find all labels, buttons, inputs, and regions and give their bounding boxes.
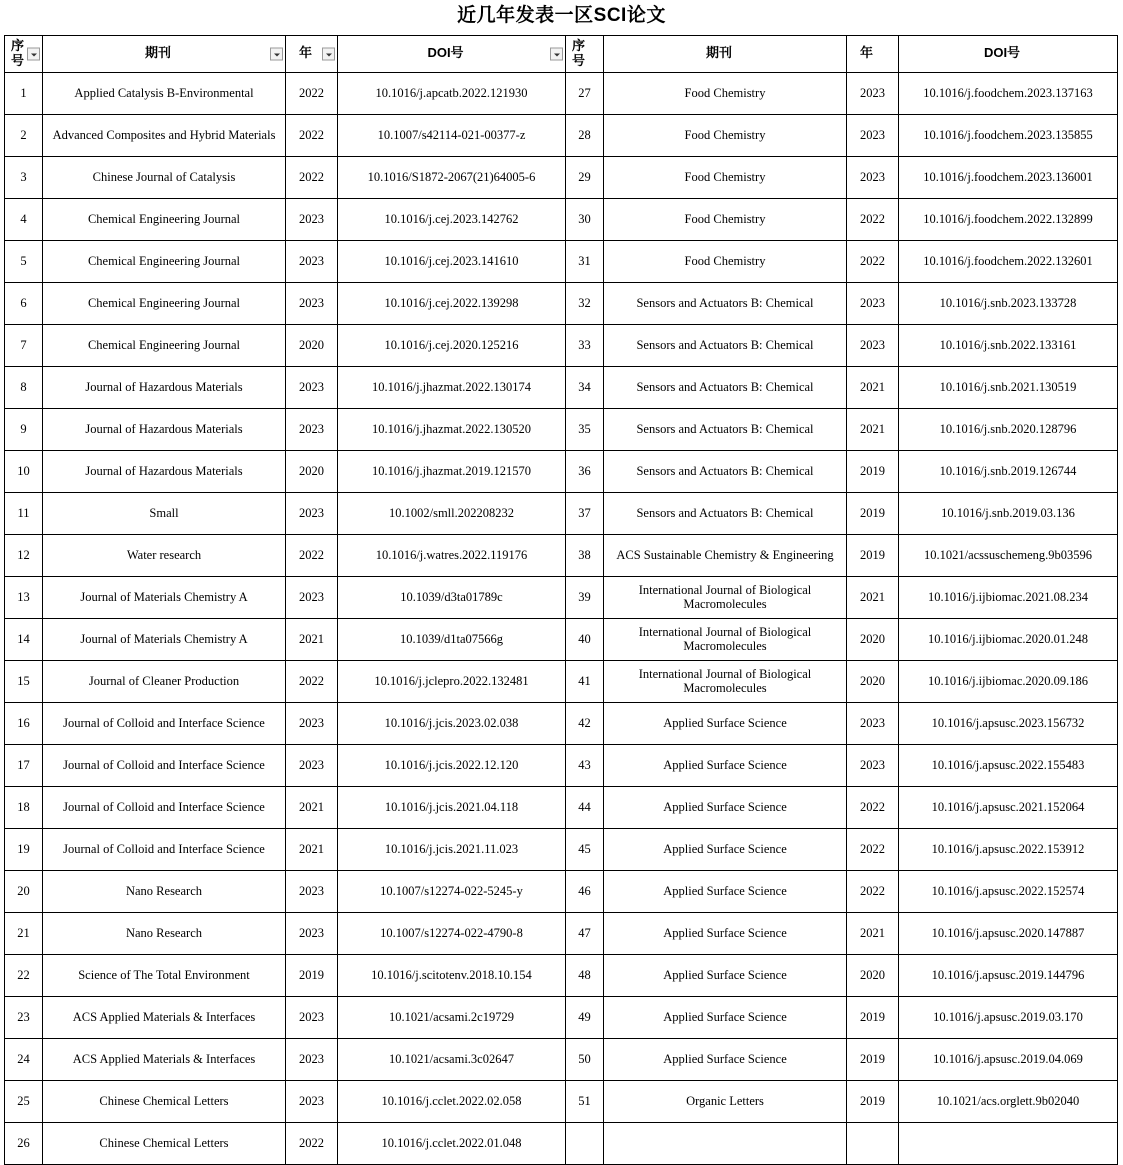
cell-seq-right[interactable]: 44: [566, 786, 604, 828]
cell-seq-left[interactable]: 6: [5, 282, 43, 324]
cell-journal-right[interactable]: International Journal of Biological Macromolecules: [604, 576, 847, 618]
cell-seq-right[interactable]: 36: [566, 450, 604, 492]
table-row: [5, 870, 1118, 912]
cell-seq-right[interactable]: 32: [566, 282, 604, 324]
cell-seq-left[interactable]: 2: [5, 114, 43, 156]
cell-seq-right[interactable]: 34: [566, 366, 604, 408]
cell-seq-left[interactable]: 23: [5, 996, 43, 1038]
cell-doi-right[interactable]: 10.1016/j.foodchem.2022.132899: [899, 198, 1118, 240]
cell-seq-left[interactable]: 3: [5, 156, 43, 198]
table-row: [5, 492, 1118, 534]
cell-seq-right[interactable]: 51: [566, 1080, 604, 1122]
cell-journal-left[interactable]: Chemical Engineering Journal: [43, 324, 286, 366]
cell-year-right[interactable]: 2019: [847, 1038, 899, 1080]
cell-doi-right[interactable]: 10.1016/j.ijbiomac.2020.01.248: [899, 618, 1118, 660]
table-row: [5, 660, 1118, 702]
cell-journal-left[interactable]: Advanced Composites and Hybrid Materials: [43, 114, 286, 156]
cell-journal-left[interactable]: Small: [43, 492, 286, 534]
cell-seq-left[interactable]: 17: [5, 744, 43, 786]
column-header-journal-left-label: 期刊: [144, 45, 171, 61]
table-row: [5, 1080, 1118, 1122]
filter-dropdown-icon[interactable]: [27, 47, 40, 60]
table-row: [5, 996, 1118, 1038]
cell-seq-left[interactable]: 16: [5, 702, 43, 744]
table-row: [5, 702, 1118, 744]
cell-seq-right[interactable]: 47: [566, 912, 604, 954]
cell-doi-left[interactable]: 10.1016/j.jcis.2023.02.038: [338, 702, 566, 744]
cell-year-left[interactable]: 2021: [286, 618, 338, 660]
cell-doi-left[interactable]: 10.1016/j.cclet.2022.02.058: [338, 1080, 566, 1122]
cell-doi-left[interactable]: 10.1016/j.cej.2023.141610: [338, 240, 566, 282]
cell-doi-right[interactable]: 10.1016/j.apsusc.2019.144796: [899, 954, 1118, 996]
column-header-doi-left[interactable]: [338, 35, 566, 72]
column-header-journal-left[interactable]: [43, 35, 286, 72]
cell-year-right[interactable]: 2023: [847, 702, 899, 744]
table-row: [5, 786, 1118, 828]
cell-seq-left[interactable]: 15: [5, 660, 43, 702]
cell-seq-right[interactable]: 37: [566, 492, 604, 534]
cell-seq-right[interactable]: 39: [566, 576, 604, 618]
cell-doi-right[interactable]: 10.1016/j.apsusc.2022.153912: [899, 828, 1118, 870]
cell-year-right[interactable]: 2019: [847, 450, 899, 492]
cell-seq-left[interactable]: 21: [5, 912, 43, 954]
cell-seq-right[interactable]: 50: [566, 1038, 604, 1080]
cell-doi-right[interactable]: 10.1016/j.foodchem.2023.135855: [899, 114, 1118, 156]
cell-doi-left[interactable]: 10.1016/j.jcis.2021.11.023: [338, 828, 566, 870]
cell-seq-left[interactable]: 18: [5, 786, 43, 828]
cell-year-left[interactable]: 2021: [286, 828, 338, 870]
cell-year-left[interactable]: 2023: [286, 996, 338, 1038]
column-header-doi-left-label: DOI号: [427, 45, 464, 61]
cell-seq-right[interactable]: 30: [566, 198, 604, 240]
table-row: [5, 282, 1118, 324]
cell-year-left[interactable]: 2022: [286, 114, 338, 156]
cell-seq-right[interactable]: 48: [566, 954, 604, 996]
cell-year-right[interactable]: 2021: [847, 408, 899, 450]
cell-year-right[interactable]: 2022: [847, 828, 899, 870]
cell-doi-right[interactable]: 10.1016/j.apsusc.2022.152574: [899, 870, 1118, 912]
cell-year-left[interactable]: 2022: [286, 660, 338, 702]
cell-year-left[interactable]: 2023: [286, 744, 338, 786]
cell-journal-left[interactable]: Journal of Colloid and Interface Science: [43, 744, 286, 786]
cell-seq-left[interactable]: 10: [5, 450, 43, 492]
cell-year-right[interactable]: 2021: [847, 576, 899, 618]
cell-year-right[interactable]: 2023: [847, 324, 899, 366]
cell-doi-right[interactable]: 10.1016/j.apsusc.2020.147887: [899, 912, 1118, 954]
cell-doi-right[interactable]: 10.1016/j.snb.2019.03.136: [899, 492, 1118, 534]
cell-journal-right[interactable]: Sensors and Actuators B: Chemical: [604, 408, 847, 450]
column-header-doi-right-label: DOI号: [983, 45, 1021, 61]
table-row: [5, 240, 1118, 282]
cell-journal-left[interactable]: ACS Applied Materials & Interfaces: [43, 996, 286, 1038]
cell-journal-right[interactable]: International Journal of Biological Macromolecules: [604, 660, 847, 702]
table-row: [5, 828, 1118, 870]
cell-journal-left[interactable]: Chemical Engineering Journal: [43, 240, 286, 282]
cell-journal-right[interactable]: Sensors and Actuators B: Chemical: [604, 450, 847, 492]
cell-doi-right[interactable]: 10.1021/acssuschemeng.9b03596: [899, 534, 1118, 576]
cell-year-right[interactable]: 2023: [847, 744, 899, 786]
cell-doi-left[interactable]: 10.1039/d3ta01789c: [338, 576, 566, 618]
cell-seq-right[interactable]: 27: [566, 72, 604, 114]
cell-doi-right[interactable]: 10.1016/j.foodchem.2023.137163: [899, 72, 1118, 114]
table-row: [5, 954, 1118, 996]
table-row: [5, 618, 1118, 660]
cell-year-left[interactable]: 2023: [286, 1038, 338, 1080]
cell-year-left[interactable]: 2023: [286, 870, 338, 912]
column-header-seq-right: [566, 35, 604, 72]
cell-year-right[interactable]: 2021: [847, 912, 899, 954]
cell-seq-left[interactable]: 12: [5, 534, 43, 576]
table-row: [5, 324, 1118, 366]
cell-journal-left[interactable]: Nano Research: [43, 912, 286, 954]
cell-seq-right[interactable]: 41: [566, 660, 604, 702]
cell-seq-left[interactable]: 8: [5, 366, 43, 408]
cell-journal-right[interactable]: Sensors and Actuators B: Chemical: [604, 492, 847, 534]
cell-year-left[interactable]: 2023: [286, 408, 338, 450]
table-row: [5, 912, 1118, 954]
cell-journal-left[interactable]: Applied Catalysis B-Environmental: [43, 72, 286, 114]
cell-doi-left[interactable]: 10.1016/j.cej.2023.142762: [338, 198, 566, 240]
publications-table: [4, 35, 1118, 1165]
cell-seq-left[interactable]: 26: [5, 1122, 43, 1164]
table-body: [5, 72, 1118, 1164]
cell-journal-right[interactable]: [604, 1122, 847, 1164]
cell-doi-right[interactable]: 10.1021/acs.orglett.9b02040: [899, 1080, 1118, 1122]
cell-seq-left[interactable]: 7: [5, 324, 43, 366]
cell-journal-right[interactable]: Applied Surface Science: [604, 1038, 847, 1080]
cell-journal-right[interactable]: Food Chemistry: [604, 198, 847, 240]
cell-doi-right[interactable]: 10.1016/j.apsusc.2022.155483: [899, 744, 1118, 786]
cell-seq-right[interactable]: 42: [566, 702, 604, 744]
cell-journal-right[interactable]: Organic Letters: [604, 1080, 847, 1122]
table-row: [5, 576, 1118, 618]
cell-journal-left[interactable]: Journal of Hazardous Materials: [43, 366, 286, 408]
cell-doi-left[interactable]: 10.1016/j.cej.2020.125216: [338, 324, 566, 366]
cell-year-left[interactable]: 2023: [286, 702, 338, 744]
cell-doi-right[interactable]: 10.1016/j.apsusc.2021.152064: [899, 786, 1118, 828]
cell-doi-left[interactable]: 10.1016/j.watres.2022.119176: [338, 534, 566, 576]
table-row: [5, 744, 1118, 786]
cell-year-right[interactable]: 2020: [847, 954, 899, 996]
cell-journal-right[interactable]: Sensors and Actuators B: Chemical: [604, 366, 847, 408]
cell-seq-left[interactable]: 20: [5, 870, 43, 912]
filter-dropdown-icon[interactable]: [270, 47, 283, 60]
cell-journal-right[interactable]: Sensors and Actuators B: Chemical: [604, 324, 847, 366]
cell-seq-left[interactable]: 9: [5, 408, 43, 450]
cell-year-right[interactable]: 2022: [847, 240, 899, 282]
cell-seq-right[interactable]: 35: [566, 408, 604, 450]
cell-seq-left[interactable]: 14: [5, 618, 43, 660]
cell-journal-left[interactable]: Journal of Materials Chemistry A: [43, 576, 286, 618]
column-header-seq-right-label: 序号: [571, 37, 585, 68]
cell-journal-left[interactable]: Journal of Cleaner Production: [43, 660, 286, 702]
table-row: [5, 1122, 1118, 1164]
cell-doi-left[interactable]: 10.1016/j.jcis.2022.12.120: [338, 744, 566, 786]
cell-doi-right[interactable]: 10.1016/j.ijbiomac.2021.08.234: [899, 576, 1118, 618]
cell-journal-left[interactable]: Chinese Chemical Letters: [43, 1080, 286, 1122]
table-row: [5, 450, 1118, 492]
cell-journal-left[interactable]: Journal of Materials Chemistry A: [43, 618, 286, 660]
cell-doi-right[interactable]: 10.1016/j.ijbiomac.2020.09.186: [899, 660, 1118, 702]
cell-year-right[interactable]: 2022: [847, 786, 899, 828]
cell-doi-right[interactable]: 10.1016/j.snb.2020.128796: [899, 408, 1118, 450]
cell-doi-left[interactable]: 10.1016/j.scitotenv.2018.10.154: [338, 954, 566, 996]
cell-doi-left[interactable]: 10.1016/S1872-2067(21)64005-6: [338, 156, 566, 198]
column-header-year-left-label: 年: [298, 45, 312, 61]
cell-year-left[interactable]: 2022: [286, 1122, 338, 1164]
table-row: [5, 198, 1118, 240]
cell-doi-right[interactable]: [899, 1122, 1118, 1164]
cell-doi-right[interactable]: 10.1016/j.foodchem.2022.132601: [899, 240, 1118, 282]
cell-doi-right[interactable]: 10.1016/j.snb.2021.130519: [899, 366, 1118, 408]
cell-seq-right[interactable]: 38: [566, 534, 604, 576]
cell-year-left[interactable]: 2023: [286, 240, 338, 282]
cell-seq-left[interactable]: 5: [5, 240, 43, 282]
cell-year-right[interactable]: 2019: [847, 492, 899, 534]
cell-doi-right[interactable]: 10.1016/j.apsusc.2019.03.170: [899, 996, 1118, 1038]
table-row: [5, 1038, 1118, 1080]
cell-year-left[interactable]: 2022: [286, 156, 338, 198]
cell-year-right[interactable]: 2022: [847, 870, 899, 912]
cell-year-right[interactable]: 2023: [847, 156, 899, 198]
cell-journal-right[interactable]: Applied Surface Science: [604, 744, 847, 786]
cell-seq-right[interactable]: 45: [566, 828, 604, 870]
cell-year-left[interactable]: 2021: [286, 786, 338, 828]
cell-journal-right[interactable]: Food Chemistry: [604, 114, 847, 156]
cell-journal-right[interactable]: Food Chemistry: [604, 240, 847, 282]
cell-seq-right[interactable]: 28: [566, 114, 604, 156]
cell-doi-left[interactable]: 10.1021/acsami.3c02647: [338, 1038, 566, 1080]
cell-doi-right[interactable]: 10.1016/j.snb.2022.133161: [899, 324, 1118, 366]
cell-year-left[interactable]: 2022: [286, 72, 338, 114]
cell-seq-right[interactable]: 46: [566, 870, 604, 912]
cell-doi-left[interactable]: 10.1002/smll.202208232: [338, 492, 566, 534]
cell-doi-left[interactable]: 10.1016/j.jhazmat.2022.130520: [338, 408, 566, 450]
cell-journal-left[interactable]: Science of The Total Environment: [43, 954, 286, 996]
cell-seq-right[interactable]: [566, 1122, 604, 1164]
cell-doi-left[interactable]: 10.1007/s12274-022-4790-8: [338, 912, 566, 954]
cell-doi-right[interactable]: 10.1016/j.apsusc.2023.156732: [899, 702, 1118, 744]
cell-journal-left[interactable]: Journal of Colloid and Interface Science: [43, 702, 286, 744]
cell-journal-right[interactable]: Food Chemistry: [604, 72, 847, 114]
cell-year-right[interactable]: 2021: [847, 366, 899, 408]
cell-journal-left[interactable]: ACS Applied Materials & Interfaces: [43, 1038, 286, 1080]
cell-journal-right[interactable]: International Journal of Biological Macromolecules: [604, 618, 847, 660]
column-header-seq-left[interactable]: [5, 35, 43, 72]
table-row: [5, 408, 1118, 450]
cell-journal-right[interactable]: Sensors and Actuators B: Chemical: [604, 282, 847, 324]
column-header-journal-right-label: 期刊: [705, 45, 732, 61]
cell-journal-right[interactable]: Applied Surface Science: [604, 912, 847, 954]
cell-seq-right[interactable]: 40: [566, 618, 604, 660]
cell-journal-left[interactable]: Chemical Engineering Journal: [43, 198, 286, 240]
cell-doi-left[interactable]: 10.1016/j.cej.2022.139298: [338, 282, 566, 324]
cell-year-left[interactable]: 2023: [286, 366, 338, 408]
cell-doi-left[interactable]: 10.1016/j.jhazmat.2022.130174: [338, 366, 566, 408]
cell-journal-left[interactable]: Journal of Hazardous Materials: [43, 408, 286, 450]
table-row: [5, 156, 1118, 198]
cell-seq-left[interactable]: 22: [5, 954, 43, 996]
filter-dropdown-icon[interactable]: [550, 47, 563, 60]
cell-seq-right[interactable]: 31: [566, 240, 604, 282]
cell-year-right[interactable]: 2023: [847, 282, 899, 324]
cell-seq-left[interactable]: 4: [5, 198, 43, 240]
cell-year-left[interactable]: 2022: [286, 534, 338, 576]
cell-journal-right[interactable]: Food Chemistry: [604, 156, 847, 198]
cell-year-left[interactable]: 2019: [286, 954, 338, 996]
cell-year-right[interactable]: 2019: [847, 1080, 899, 1122]
cell-seq-left[interactable]: 25: [5, 1080, 43, 1122]
cell-year-left[interactable]: 2020: [286, 324, 338, 366]
cell-year-right[interactable]: 2022: [847, 198, 899, 240]
cell-seq-left[interactable]: 1: [5, 72, 43, 114]
cell-journal-left[interactable]: Journal of Colloid and Interface Science: [43, 786, 286, 828]
cell-year-left[interactable]: 2023: [286, 912, 338, 954]
cell-seq-left[interactable]: 13: [5, 576, 43, 618]
cell-seq-right[interactable]: 49: [566, 996, 604, 1038]
cell-doi-left[interactable]: 10.1016/j.jhazmat.2019.121570: [338, 450, 566, 492]
cell-doi-left[interactable]: 10.1007/s42114-021-00377-z: [338, 114, 566, 156]
cell-journal-left[interactable]: Nano Research: [43, 870, 286, 912]
cell-year-left[interactable]: 2023: [286, 576, 338, 618]
cell-year-left[interactable]: 2023: [286, 1080, 338, 1122]
cell-journal-right[interactable]: Applied Surface Science: [604, 996, 847, 1038]
cell-doi-right[interactable]: 10.1016/j.snb.2023.133728: [899, 282, 1118, 324]
cell-year-right[interactable]: 2020: [847, 660, 899, 702]
table-row: [5, 534, 1118, 576]
table-row: [5, 114, 1118, 156]
filter-dropdown-icon[interactable]: [322, 47, 335, 60]
cell-doi-right[interactable]: 10.1016/j.apsusc.2019.04.069: [899, 1038, 1118, 1080]
cell-doi-left[interactable]: 10.1016/j.jcis.2021.04.118: [338, 786, 566, 828]
cell-journal-left[interactable]: Chemical Engineering Journal: [43, 282, 286, 324]
cell-doi-right[interactable]: 10.1016/j.foodchem.2023.136001: [899, 156, 1118, 198]
table-row: [5, 366, 1118, 408]
cell-doi-left[interactable]: 10.1039/d1ta07566g: [338, 618, 566, 660]
column-header-year-left[interactable]: [286, 35, 338, 72]
column-header-seq-left-label: 序号: [10, 37, 24, 68]
column-header-doi-right: [899, 35, 1118, 72]
cell-doi-left[interactable]: 10.1007/s12274-022-5245-y: [338, 870, 566, 912]
cell-doi-left[interactable]: 10.1016/j.cclet.2022.01.048: [338, 1122, 566, 1164]
cell-journal-right[interactable]: Applied Surface Science: [604, 870, 847, 912]
table-row: [5, 72, 1118, 114]
cell-journal-left[interactable]: Chinese Journal of Catalysis: [43, 156, 286, 198]
cell-seq-left[interactable]: 11: [5, 492, 43, 534]
cell-doi-left[interactable]: 10.1016/j.apcatb.2022.121930: [338, 72, 566, 114]
cell-year-right[interactable]: 2020: [847, 618, 899, 660]
cell-journal-right[interactable]: Applied Surface Science: [604, 702, 847, 744]
cell-doi-left[interactable]: 10.1016/j.jclepro.2022.132481: [338, 660, 566, 702]
cell-year-left[interactable]: 2023: [286, 492, 338, 534]
cell-journal-right[interactable]: Applied Surface Science: [604, 954, 847, 996]
cell-year-right[interactable]: [847, 1122, 899, 1164]
cell-year-left[interactable]: 2023: [286, 198, 338, 240]
column-header-year-right-label: 年: [859, 45, 873, 61]
cell-seq-right[interactable]: 29: [566, 156, 604, 198]
cell-year-left[interactable]: 2020: [286, 450, 338, 492]
cell-year-right[interactable]: 2023: [847, 72, 899, 114]
cell-journal-right[interactable]: Applied Surface Science: [604, 828, 847, 870]
cell-year-left[interactable]: 2023: [286, 282, 338, 324]
page-title: 近几年发表一区SCI论文: [457, 5, 666, 26]
cell-year-right[interactable]: 2019: [847, 534, 899, 576]
cell-year-right[interactable]: 2019: [847, 996, 899, 1038]
cell-seq-right[interactable]: 33: [566, 324, 604, 366]
cell-journal-right[interactable]: ACS Sustainable Chemistry & Engineering: [604, 534, 847, 576]
column-header-year-right: [847, 35, 899, 72]
table-header-row: [5, 35, 1118, 72]
cell-doi-right[interactable]: 10.1016/j.snb.2019.126744: [899, 450, 1118, 492]
column-header-journal-right: [604, 35, 847, 72]
cell-seq-right[interactable]: 43: [566, 744, 604, 786]
cell-seq-left[interactable]: 24: [5, 1038, 43, 1080]
cell-journal-left[interactable]: Journal of Colloid and Interface Science: [43, 828, 286, 870]
cell-doi-left[interactable]: 10.1021/acsami.2c19729: [338, 996, 566, 1038]
cell-seq-left[interactable]: 19: [5, 828, 43, 870]
cell-journal-left[interactable]: Chinese Chemical Letters: [43, 1122, 286, 1164]
cell-journal-left[interactable]: Water research: [43, 534, 286, 576]
cell-year-right[interactable]: 2023: [847, 114, 899, 156]
cell-journal-right[interactable]: Applied Surface Science: [604, 786, 847, 828]
cell-journal-left[interactable]: Journal of Hazardous Materials: [43, 450, 286, 492]
